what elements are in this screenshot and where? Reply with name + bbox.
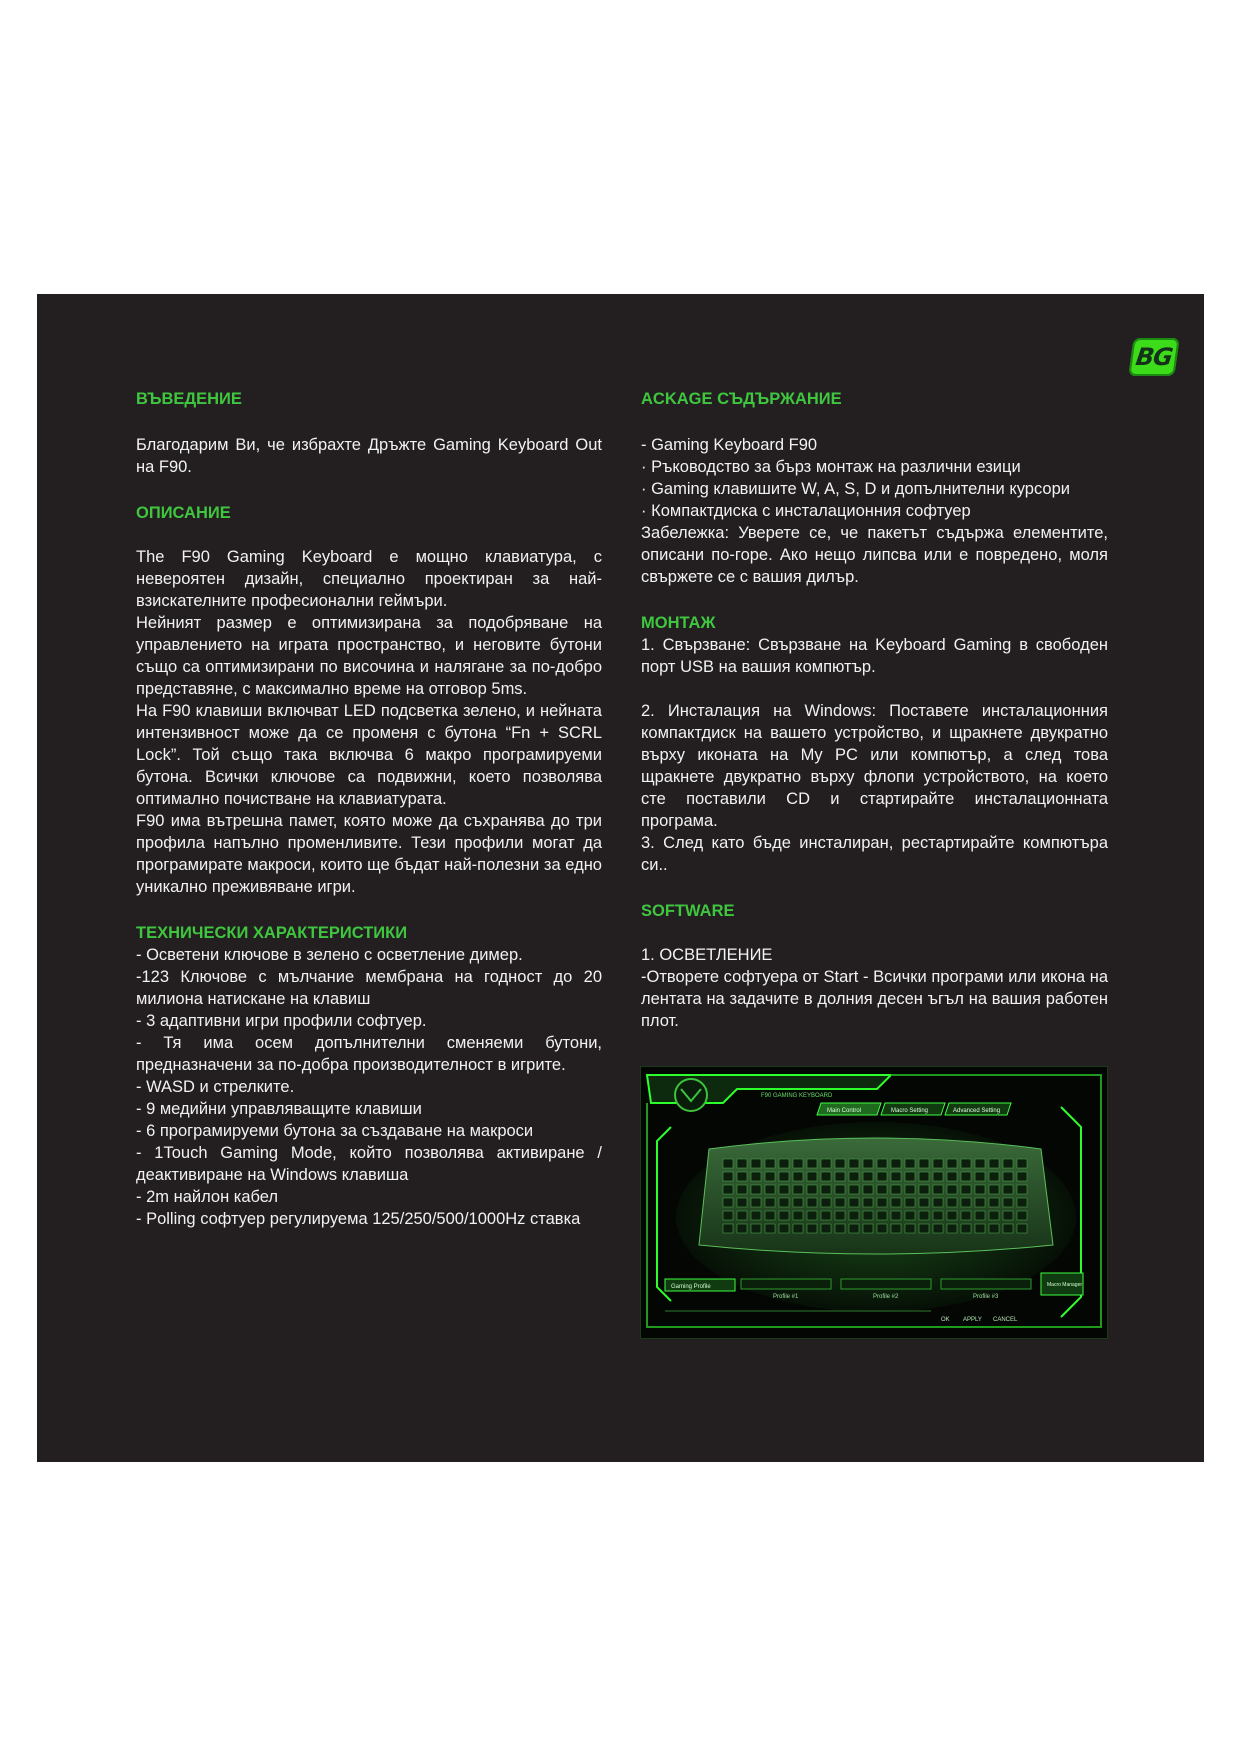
tab-main-control[interactable]: Main Control bbox=[827, 1108, 862, 1114]
keyboard-key bbox=[849, 1198, 859, 1207]
keyboard-key bbox=[751, 1159, 761, 1168]
keyboard-key bbox=[905, 1172, 915, 1181]
software-subheading: 1. ОСВЕТЛЕНИЕ bbox=[641, 946, 773, 964]
keyboard-key bbox=[961, 1198, 971, 1207]
keyboard-key bbox=[737, 1198, 747, 1207]
keyboard-key bbox=[1017, 1198, 1027, 1207]
keyboard-key bbox=[919, 1211, 929, 1220]
description-paragraph: F90 има вътрешна памет, която може да съхранява до три профила напълно променливите. Тези профили могат да програмирате макроси, които ще бъдат най-полезни за едно уникално преживяване игри. bbox=[136, 812, 602, 896]
keyboard-key bbox=[1017, 1211, 1027, 1220]
keyboard-key bbox=[723, 1211, 733, 1220]
spec-item: - Осветени ключове в зелено с осветление димер. bbox=[136, 946, 523, 964]
keyboard-key bbox=[807, 1159, 817, 1168]
keyboard-key bbox=[863, 1172, 873, 1181]
keyboard-key bbox=[1017, 1224, 1027, 1233]
keyboard-key bbox=[947, 1224, 957, 1233]
keyboard-key bbox=[905, 1159, 915, 1168]
keyboard-key bbox=[737, 1172, 747, 1181]
keyboard-key bbox=[1017, 1172, 1027, 1181]
keyboard-key bbox=[821, 1159, 831, 1168]
keyboard-key bbox=[821, 1198, 831, 1207]
profile-3[interactable]: Profile #3 bbox=[973, 1294, 999, 1300]
keyboard-key bbox=[849, 1185, 859, 1194]
keyboard-key bbox=[793, 1198, 803, 1207]
keyboard-key bbox=[1003, 1172, 1013, 1181]
description-paragraph: The F90 Gaming Keyboard е мощно клавиатура, с невероятен дизайн, специално проектиран за най-взискателните професионални геймъри. bbox=[136, 548, 602, 610]
install-step: 3. След като бъде инсталиран, рестартирайте компютъра си.. bbox=[641, 834, 1108, 874]
keyboard-key bbox=[807, 1198, 817, 1207]
profile-selector[interactable] bbox=[741, 1279, 1031, 1300]
keyboard-key bbox=[877, 1198, 887, 1207]
keyboard-key bbox=[779, 1185, 789, 1194]
keyboard-key bbox=[947, 1198, 957, 1207]
keyboard-key bbox=[737, 1211, 747, 1220]
keyboard-key bbox=[891, 1198, 901, 1207]
spec-item: - 2m найлон кабел bbox=[136, 1188, 279, 1206]
keyboard-key bbox=[835, 1172, 845, 1181]
keyboard-key bbox=[933, 1185, 943, 1194]
left-column bbox=[136, 388, 602, 1230]
keyboard-key bbox=[989, 1211, 999, 1220]
software-screenshot bbox=[640, 1066, 1108, 1339]
keyboard-key bbox=[933, 1224, 943, 1233]
keyboard-key bbox=[905, 1211, 915, 1220]
keyboard-key bbox=[751, 1198, 761, 1207]
keyboard-key bbox=[835, 1211, 845, 1220]
install-step: 2. Инсталация на Windows: Поставете инсталационния компактдиск на вашето устройство, и щракнете двукратно върху иконата на My PC или компютър, а след това щракнете двукратно върху флопи устройството, на което сте поставили CD и стартирайте инсталационната програма. bbox=[641, 702, 1108, 830]
specs-heading: ТЕХНИЧЕСКИ ХАРАКТЕРИСТИКИ bbox=[136, 924, 408, 942]
profile-label: Gaming Profile bbox=[671, 1284, 711, 1290]
package-heading: ACKAGE СЪДЪРЖАНИЕ bbox=[641, 390, 842, 408]
keyboard-key bbox=[919, 1224, 929, 1233]
keyboard-key bbox=[765, 1211, 775, 1220]
keyboard-key bbox=[905, 1185, 915, 1194]
keyboard-key bbox=[779, 1198, 789, 1207]
apply-button[interactable]: APPLY bbox=[963, 1317, 982, 1323]
keyboard-key bbox=[849, 1211, 859, 1220]
keyboard-key bbox=[947, 1211, 957, 1220]
keyboard-key bbox=[737, 1159, 747, 1168]
keyboard-key bbox=[765, 1198, 775, 1207]
keyboard-key bbox=[1017, 1185, 1027, 1194]
keyboard-key bbox=[807, 1224, 817, 1233]
keyboard-key bbox=[989, 1159, 999, 1168]
keyboard-key bbox=[961, 1185, 971, 1194]
package-item: · Компактдиска с инсталационния софтуер bbox=[641, 502, 971, 520]
keyboard-key bbox=[751, 1224, 761, 1233]
keyboard-key bbox=[723, 1159, 733, 1168]
keyboard-key bbox=[849, 1159, 859, 1168]
keyboard-key bbox=[821, 1172, 831, 1181]
install-heading: МОНТАЖ bbox=[641, 614, 716, 632]
description-paragraph: Нейният размер е оптимизирана за подобряване на управлението на играта пространство, и неговите бутони също са оптимизирани по височина и налягане за по-добро представяне, с максимално време на отговор 5ms. bbox=[136, 614, 602, 698]
keyboard-key bbox=[891, 1211, 901, 1220]
keyboard-key bbox=[751, 1185, 761, 1194]
keyboard-key bbox=[891, 1224, 901, 1233]
keyboard-key bbox=[807, 1172, 817, 1181]
keyboard-key bbox=[877, 1224, 887, 1233]
keyboard-key bbox=[919, 1172, 929, 1181]
keyboard-key bbox=[961, 1172, 971, 1181]
keyboard-key bbox=[863, 1198, 873, 1207]
keyboard-key bbox=[1017, 1159, 1027, 1168]
keyboard-key bbox=[765, 1172, 775, 1181]
software-text: -Отворете софтуера от Start - Всички програми или икона на лентата на задачите в долния десен ъгъл на вашия работен плот. bbox=[641, 968, 1108, 1030]
package-item: · Ръководство за бърз монтаж на различни езици bbox=[641, 458, 1021, 476]
language-badge bbox=[1128, 338, 1179, 376]
cancel-button[interactable]: CANCEL bbox=[993, 1317, 1018, 1323]
keyboard-key bbox=[989, 1198, 999, 1207]
keyboard-key bbox=[821, 1185, 831, 1194]
keyboard-key bbox=[737, 1185, 747, 1194]
keyboard-key bbox=[989, 1172, 999, 1181]
window-title: F90 GAMING KEYBOARD bbox=[761, 1093, 833, 1099]
keyboard-key bbox=[975, 1211, 985, 1220]
keyboard-key bbox=[989, 1185, 999, 1194]
keyboard-key bbox=[793, 1211, 803, 1220]
intro-heading: ВЪВЕДЕНИЕ bbox=[136, 390, 242, 408]
install-step: 1. Свързване: Свързване на Keyboard Gaming в свободен порт USB на вашия компютър. bbox=[641, 636, 1108, 676]
intro-text: Благодарим Ви, че избрахте Дръжте Gaming Keyboard Out на F90. bbox=[136, 436, 602, 476]
spec-item: - Polling софтуер регулируема 125/250/500/1000Hz ставка bbox=[136, 1210, 581, 1228]
keyboard-key bbox=[877, 1172, 887, 1181]
keyboard-key bbox=[961, 1224, 971, 1233]
keyboard-key bbox=[793, 1159, 803, 1168]
keyboard-key bbox=[975, 1198, 985, 1207]
keyboard-key bbox=[1003, 1159, 1013, 1168]
keyboard-key bbox=[765, 1185, 775, 1194]
package-item: · Gaming клавишите W, A, S, D и допълнителни курсори bbox=[641, 480, 1070, 498]
keyboard-key bbox=[1003, 1185, 1013, 1194]
keyboard-key bbox=[779, 1159, 789, 1168]
package-item: - Gaming Keyboard F90 bbox=[641, 436, 818, 454]
keyboard-key bbox=[849, 1172, 859, 1181]
tab-advanced-setting[interactable]: Advanced Setting bbox=[953, 1108, 1001, 1114]
keyboard-key bbox=[737, 1224, 747, 1233]
keyboard-key bbox=[891, 1172, 901, 1181]
profile-1[interactable]: Profile #1 bbox=[773, 1294, 799, 1300]
keyboard-key bbox=[933, 1198, 943, 1207]
keyboard-key bbox=[905, 1198, 915, 1207]
keyboard-key bbox=[947, 1185, 957, 1194]
keyboard-key bbox=[863, 1211, 873, 1220]
keyboard-key bbox=[919, 1159, 929, 1168]
spec-item: - 3 адаптивни игри профили софтуер. bbox=[136, 1012, 427, 1030]
spec-item: - 6 програмируеми бутона за създаване на макроси bbox=[136, 1122, 534, 1140]
keyboard-key bbox=[765, 1224, 775, 1233]
keyboard-key bbox=[877, 1185, 887, 1194]
keyboard-key bbox=[933, 1172, 943, 1181]
keyboard-key bbox=[975, 1159, 985, 1168]
keyboard-key bbox=[835, 1198, 845, 1207]
keyboard-key bbox=[723, 1185, 733, 1194]
keyboard-key bbox=[933, 1211, 943, 1220]
keyboard-key bbox=[821, 1224, 831, 1233]
keyboard-key bbox=[793, 1185, 803, 1194]
keyboard-key bbox=[933, 1159, 943, 1168]
tab-bar[interactable] bbox=[817, 1103, 1011, 1115]
keyboard-key bbox=[961, 1159, 971, 1168]
keyboard-key bbox=[877, 1159, 887, 1168]
keyboard-key bbox=[807, 1211, 817, 1220]
keyboard-key bbox=[975, 1185, 985, 1194]
keyboard-key bbox=[835, 1185, 845, 1194]
keyboard-key bbox=[849, 1224, 859, 1233]
keyboard-image bbox=[699, 1138, 1053, 1254]
description-heading: ОПИСАНИЕ bbox=[136, 504, 231, 522]
keyboard-key bbox=[975, 1172, 985, 1181]
spec-item: - Тя има осем допълнителни сменяеми бутони, предназначени за по-добра производителност в игрите. bbox=[136, 1034, 602, 1074]
keyboard-key bbox=[891, 1159, 901, 1168]
keyboard-key bbox=[919, 1185, 929, 1194]
spec-item: -123 Ключове с мълчание мембрана на годност до 20 милиона натискане на клавиш bbox=[136, 968, 602, 1008]
keyboard-key bbox=[793, 1224, 803, 1233]
macro-manager-label: Macro Manager bbox=[1047, 1282, 1083, 1288]
description-paragraph: На F90 клавиши включват LED подсветка зелено, и нейната интензивност може да се променя с бутона “Fn + SCRL Lock”. Той също така включва 6 макро програмируеми бутона. Всички ключове са подвижни, което позволява оптимално почистване на клавиатурата. bbox=[136, 702, 602, 808]
keyboard-key bbox=[947, 1172, 957, 1181]
spec-item: - 1Touch Gaming Mode, който позволява активиране / деактивиране на Windows клавиша bbox=[136, 1144, 602, 1184]
keyboard-key bbox=[779, 1211, 789, 1220]
right-column bbox=[641, 388, 1108, 1032]
ok-button[interactable]: OK bbox=[941, 1317, 950, 1323]
keyboard-key bbox=[989, 1224, 999, 1233]
keyboard-key bbox=[961, 1211, 971, 1220]
keyboard-key bbox=[975, 1224, 985, 1233]
keyboard-key bbox=[863, 1159, 873, 1168]
keyboard-key bbox=[779, 1224, 789, 1233]
profile-2[interactable]: Profile #2 bbox=[873, 1294, 899, 1300]
software-screenshot-graphic bbox=[641, 1067, 1107, 1338]
spec-item: - 9 медийни управляващите клавиши bbox=[136, 1100, 422, 1118]
spec-item: - WASD и стрелките. bbox=[136, 1078, 295, 1096]
keyboard-key bbox=[751, 1211, 761, 1220]
keyboard-key bbox=[863, 1185, 873, 1194]
keyboard-key bbox=[765, 1159, 775, 1168]
keyboard-key bbox=[793, 1172, 803, 1181]
language-badge-text: BG bbox=[1134, 343, 1174, 371]
keyboard-key bbox=[919, 1198, 929, 1207]
package-note: Забележка: Уверете се, че пакетът съдържа елементите, описани по-горе. Ако нещо липсва или е повредено, моля свържете се с вашия дилър. bbox=[641, 524, 1108, 586]
keyboard-key bbox=[947, 1159, 957, 1168]
keyboard-key bbox=[751, 1172, 761, 1181]
keyboard-key bbox=[863, 1224, 873, 1233]
keyboard-key bbox=[821, 1211, 831, 1220]
keyboard-key bbox=[835, 1159, 845, 1168]
keyboard-key bbox=[723, 1224, 733, 1233]
software-heading: SOFTWARE bbox=[641, 902, 735, 920]
keyboard-key bbox=[877, 1211, 887, 1220]
logo-icon bbox=[675, 1079, 707, 1111]
keyboard-key bbox=[905, 1224, 915, 1233]
keyboard-key bbox=[723, 1172, 733, 1181]
keyboard-key bbox=[835, 1224, 845, 1233]
tab-macro-setting[interactable]: Macro Setting bbox=[891, 1108, 929, 1114]
keyboard-key bbox=[1003, 1198, 1013, 1207]
keyboard-key bbox=[807, 1185, 817, 1194]
keyboard-key bbox=[723, 1198, 733, 1207]
keyboard-key bbox=[779, 1172, 789, 1181]
keyboard-key bbox=[1003, 1224, 1013, 1233]
keyboard-key bbox=[1003, 1211, 1013, 1220]
keyboard-key bbox=[891, 1185, 901, 1194]
